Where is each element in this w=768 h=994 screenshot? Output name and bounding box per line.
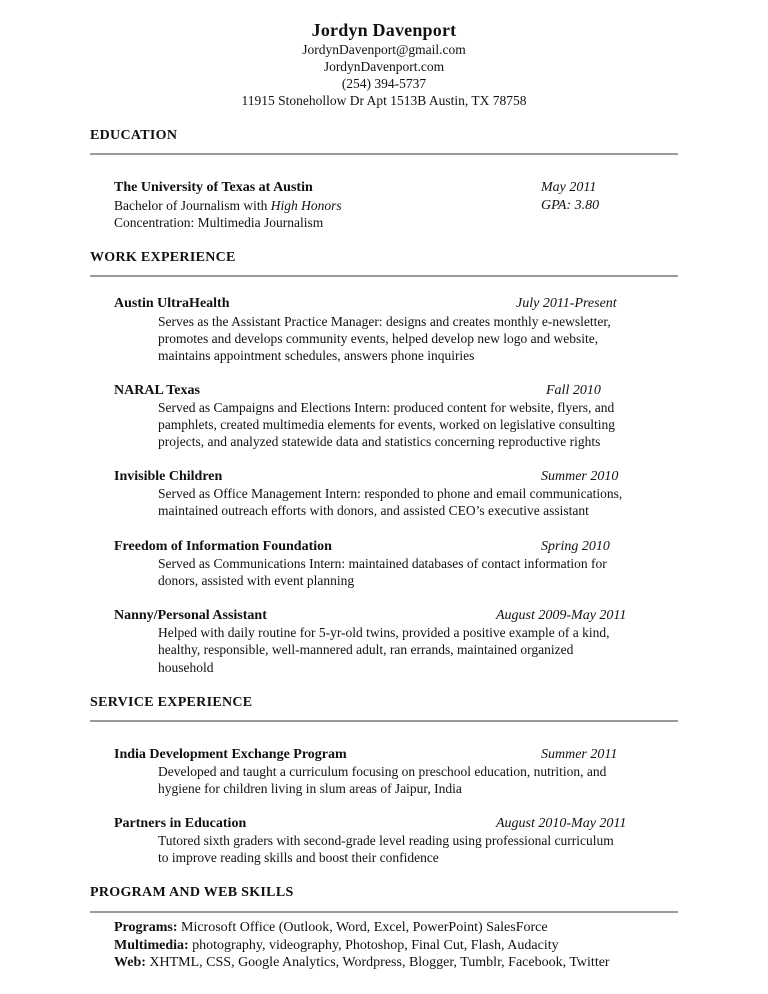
job-description-line: donors, assisted with event planning [158, 573, 355, 588]
education-heading: EDUCATION [90, 128, 178, 143]
job-org: Nanny/Personal Assistant [114, 608, 267, 623]
service-org: India Development Exchange Program [114, 747, 347, 762]
job-org: Freedom of Information Foundation [114, 539, 332, 554]
programs-skill-line [114, 920, 548, 936]
skills-divider [90, 911, 678, 913]
gpa-text: GPA: 3.80 [541, 198, 600, 213]
job-description-line: household [158, 660, 214, 675]
school-name: The University of Texas at Austin [114, 180, 313, 195]
service-org: Partners in Education [114, 816, 247, 831]
job-description-line: Served as Communications Intern: maintained databases of contact information for [158, 556, 607, 571]
service-date: Summer 2011 [541, 747, 618, 762]
job-description-line: pamphlets, created multimedia elements for events, worked on legislative consulting [158, 417, 615, 432]
programs-list: Microsoft Office (Outlook, Word, Excel, PowerPoint) SalesForce [177, 920, 548, 935]
phone-text: (254) 394-5737 [341, 76, 427, 91]
website-text: JordynDavenport.com [323, 59, 445, 74]
work-heading: WORK EXPERIENCE [90, 250, 236, 265]
job-description-line: projects, and analyzed statewide data and statistics concerning reproductive rights [158, 434, 601, 449]
job-description-line: Served as Office Management Intern: responded to phone and email communications, [158, 486, 623, 501]
job-date: Spring 2010 [541, 539, 610, 554]
job-org: Invisible Children [114, 469, 223, 484]
degree-honors: High Honors [270, 198, 342, 213]
job-description-line: healthy, responsible, well-mannered adult, ran errands, maintained organized [158, 642, 574, 657]
job-date: Summer 2010 [541, 469, 619, 484]
multimedia-label: Multimedia: [114, 938, 189, 953]
job-description-line: maintains appointment schedules, answers phone inquiries [158, 348, 475, 363]
service-description-line: to improve reading skills and boost their confidence [158, 850, 439, 865]
service-heading: SERVICE EXPERIENCE [90, 695, 253, 710]
multimedia-skill-line [114, 938, 559, 954]
service-description-line: hygiene for children living in slum areas of Jaipur, India [158, 781, 462, 796]
job-date: Fall 2010 [546, 383, 601, 398]
job-date: July 2011-Present [516, 296, 617, 311]
service-description-line: Developed and taught a curriculum focusing on preschool education, nutrition, and [158, 764, 607, 779]
multimedia-list: photography, videography, Photoshop, Final Cut, Flash, Audacity [188, 938, 559, 953]
work-divider [90, 275, 678, 277]
service-divider [90, 720, 678, 722]
web-skill-line [114, 955, 610, 971]
education-divider [90, 153, 678, 155]
programs-label: Programs: [114, 920, 178, 935]
concentration-text: Concentration: Multimedia Journalism [114, 215, 324, 230]
job-description-line: Serves as the Assistant Practice Manager: designs and creates monthly e-newsletter, [158, 314, 611, 329]
job-description-line: Served as Campaigns and Elections Intern: produced content for website, flyers, and [158, 400, 615, 415]
web-list: XHTML, CSS, Google Analytics, Wordpress, Blogger, Tumblr, Facebook, Twitter [145, 955, 610, 970]
service-date: August 2010-May 2011 [496, 816, 627, 831]
job-description-line: Helped with daily routine for 5-yr-old twins, provided a positive example of a kind, [158, 625, 610, 640]
skills-heading: PROGRAM AND WEB SKILLS [90, 885, 294, 900]
web-label: Web: [114, 955, 146, 970]
job-date: August 2009-May 2011 [496, 608, 627, 623]
address-text: 11915 Stonehollow Dr Apt 1513B Austin, TX 78758 [241, 93, 527, 108]
email-text: JordynDavenport@gmail.com [302, 42, 466, 57]
job-org: NARAL Texas [114, 383, 200, 398]
job-description-line: promotes and develops community events, helped develop new logo and website, [158, 331, 599, 346]
resume-name: Jordyn Davenport [311, 20, 457, 40]
job-description-line: maintained outreach efforts with donors, and assisted CEO’s executive assistant [158, 503, 589, 518]
graduation-date: May 2011 [541, 180, 597, 195]
service-description-line: Tutored sixth graders with second-grade level reading using professional curriculum [158, 833, 614, 848]
job-org: Austin UltraHealth [114, 296, 230, 311]
degree-line [114, 198, 342, 214]
degree-text: Bachelor of Journalism with [114, 198, 271, 213]
